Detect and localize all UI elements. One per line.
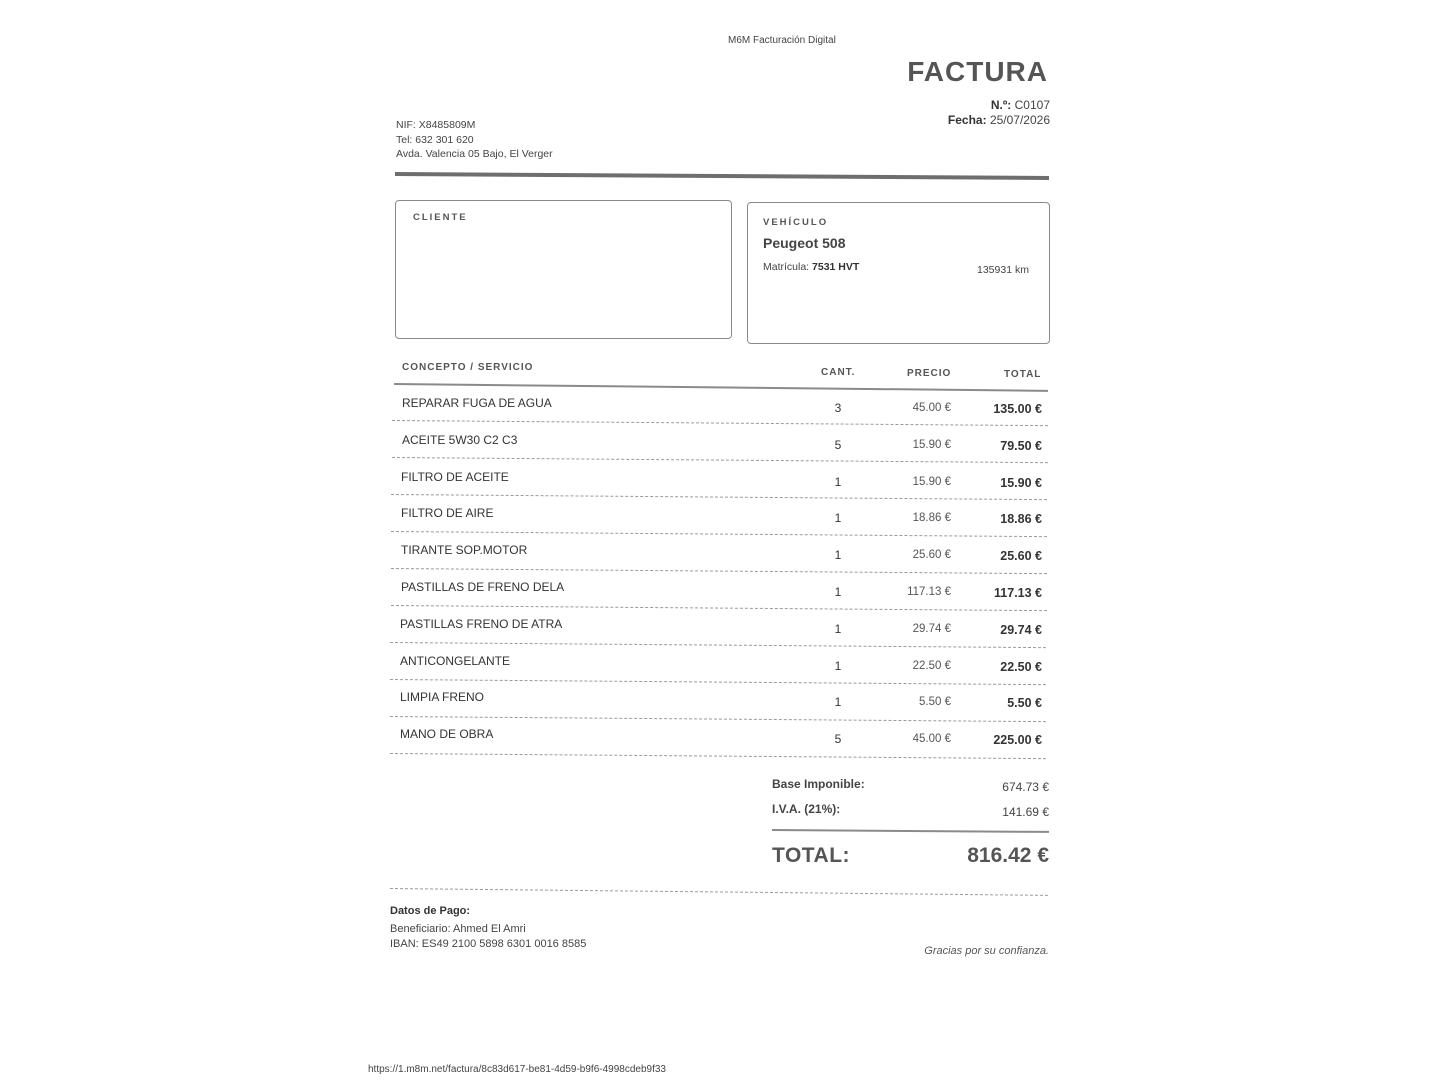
total-label: TOTAL: [772, 844, 851, 867]
item-quantity: 1 [834, 695, 842, 709]
invoice-date-line [948, 113, 1050, 128]
total-amount: 816.42 € [967, 844, 1049, 867]
base-label: Base Imponible: [772, 777, 865, 791]
item-unit-price: 15.90 € [912, 439, 951, 451]
row-divider [390, 753, 1046, 759]
item-quantity: 1 [834, 548, 842, 562]
vehicle-plate: 7531 HVT [812, 261, 860, 273]
item-quantity: 1 [834, 475, 842, 489]
item-description: TIRANTE SOP.MOTOR [401, 543, 528, 557]
item-total: 135.00 € [993, 402, 1042, 416]
client-label: CLIENTE [413, 212, 468, 223]
item-quantity: 5 [834, 732, 842, 746]
item-total: 225.00 € [993, 733, 1042, 747]
item-description: REPARAR FUGA DE AGUA [402, 396, 552, 410]
item-total: 29.74 € [1000, 623, 1042, 637]
document-title: FACTURA [907, 56, 1048, 87]
vehicle-plate-label: Matrícula: [763, 261, 810, 273]
item-description: ANTICONGELANTE [400, 654, 511, 668]
item-unit-price: 29.74 € [912, 623, 951, 635]
column-header-concept: CONCEPTO / SERVICIO [402, 362, 534, 373]
item-total: 25.60 € [1000, 549, 1042, 563]
item-total: 117.13 € [994, 586, 1042, 600]
vat-label: I.V.A. (21%): [772, 802, 841, 816]
item-unit-price: 25.60 € [912, 549, 951, 561]
item-description: PASTILLAS DE FRENO DELA [401, 580, 565, 594]
item-description: FILTRO DE AIRE [401, 506, 494, 520]
item-unit-price: 18.86 € [912, 512, 951, 524]
item-unit-price: 15.90 € [912, 476, 951, 488]
row-divider [390, 716, 1046, 722]
item-unit-price: 22.50 € [912, 660, 951, 672]
row-divider [392, 420, 1048, 426]
item-unit-price: 117.13 € [907, 586, 951, 598]
footer-url: https://1.m8m.net/factura/8c83d617-be81-4d59-b9f6-4998cdeb9f33 [368, 1064, 666, 1075]
item-description: MANO DE OBRA [400, 727, 494, 741]
column-header-price: PRECIO [907, 368, 952, 379]
row-divider [390, 679, 1046, 685]
invoice-number-label: N.º: [990, 98, 1012, 112]
issuer-address: Avda. Valencia 05 Bajo, El Verger [396, 148, 553, 160]
header-divider [395, 172, 1049, 180]
item-quantity: 1 [834, 622, 842, 636]
invoice-number-line [948, 98, 1050, 113]
vehicle-plate-line [763, 261, 859, 273]
item-quantity: 1 [834, 585, 842, 599]
issuer-info [396, 118, 553, 162]
row-divider [391, 605, 1047, 611]
invoice-meta [948, 98, 1050, 128]
column-header-total: TOTAL [1004, 369, 1042, 380]
invoice-date-label: Fecha: [947, 113, 987, 127]
table-header-divider [394, 383, 1048, 392]
item-unit-price: 45.00 € [912, 402, 951, 414]
item-total: 79.50 € [1000, 439, 1042, 453]
issuer-nif: NIF: X8485809M [396, 119, 476, 131]
row-divider [391, 568, 1047, 574]
payment-divider [390, 888, 1048, 896]
item-total: 15.90 € [1000, 476, 1042, 490]
item-quantity: 1 [834, 659, 842, 673]
row-divider [391, 494, 1047, 500]
vehicle-mileage: 135931 km [977, 264, 1029, 276]
thanks-note: Gracias por su confianza. [924, 945, 1049, 957]
vat-amount: 141.69 € [1002, 805, 1049, 819]
item-total: 18.86 € [1000, 512, 1042, 526]
item-description: LIMPIA FRENO [400, 690, 485, 704]
summary-divider [772, 829, 1049, 833]
item-quantity: 3 [834, 401, 842, 415]
issuer-phone: Tel: 632 301 620 [396, 133, 474, 146]
item-description: FILTRO DE ACEITE [401, 470, 509, 484]
item-description: PASTILLAS FRENO DE ATRA [400, 617, 563, 631]
item-quantity: 5 [834, 438, 842, 452]
base-amount: 674.73 € [1002, 780, 1049, 794]
item-description: ACEITE 5W30 C2 C3 [402, 433, 518, 447]
invoice-number: C0107 [1014, 98, 1050, 112]
app-name: M6M Facturación Digital [728, 35, 836, 46]
column-header-qty: CANT. [821, 367, 856, 378]
item-unit-price: 45.00 € [912, 733, 951, 745]
item-unit-price: 5.50 € [919, 696, 951, 708]
row-divider [390, 642, 1046, 648]
row-divider [392, 457, 1048, 463]
row-divider [391, 531, 1047, 537]
invoice-date: 25/07/2026 [989, 113, 1050, 127]
item-total: 22.50 € [1000, 660, 1042, 674]
item-quantity: 1 [834, 511, 842, 525]
payment-iban: IBAN: ES49 2100 5898 6301 0016 8585 [390, 938, 587, 950]
vehicle-model: Peugeot 508 [763, 235, 846, 251]
vehicle-label: VEHÍCULO [763, 217, 829, 228]
payment-beneficiary: Beneficiario: Ahmed El Amri [390, 923, 526, 935]
payment-title: Datos de Pago: [390, 905, 471, 917]
item-total: 5.50 € [1007, 696, 1042, 710]
